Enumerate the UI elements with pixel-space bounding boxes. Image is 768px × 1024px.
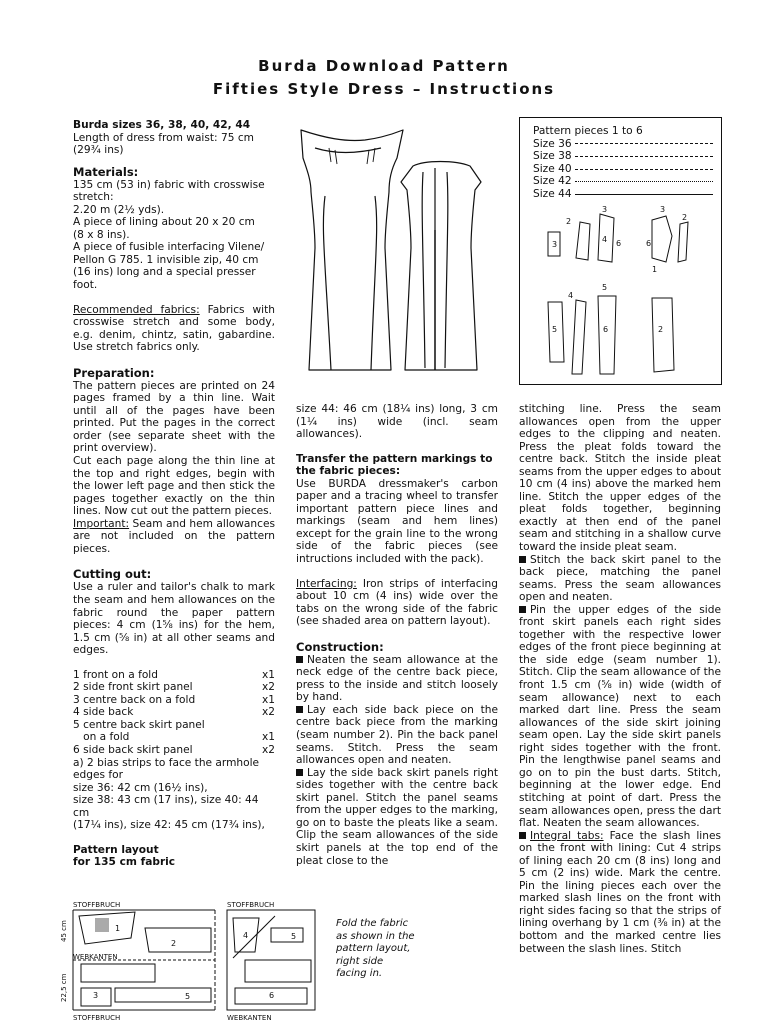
piece-qty: x1: [261, 668, 275, 681]
dress-length-inches: (29¾ ins): [73, 144, 124, 157]
materials-line: 2.20 m (2½ yds).: [73, 203, 165, 216]
construction-step: [519, 604, 721, 830]
transfer-text: Use BURDA dressmaker's carbon paper and a tracing wheel to transfer important pattern piece lines and markings (seam and hem lines) except for the grain line to the wrong side of the fabric pieces (see intructions included with the pack).: [296, 477, 498, 566]
fold-note-line: as shown in the: [336, 930, 415, 942]
stoffbruch-label: STOFFBRUCH: [73, 901, 121, 909]
construction-step-text: Stitch the back skirt panel to the back piece, matching the panel seams. Press the seam allowances open and neaten.: [519, 553, 721, 604]
piece-name: 5 centre back skirt panel: [73, 718, 205, 731]
legend-size-36: [533, 138, 713, 151]
bullet-square-icon: [296, 769, 303, 776]
interfacing-text: [296, 578, 498, 628]
piece-number: 4: [243, 931, 249, 940]
size44-text: size 44: 46 cm (18¼ ins) long, 3 cm (1¼ ins) wide (incl. seam allowances).: [296, 403, 498, 441]
piece-row: [73, 731, 275, 744]
pattern-pieces-panel: [519, 117, 722, 385]
column-left: [73, 119, 275, 869]
cutting-heading: Cutting out:: [73, 567, 152, 582]
interfacing-label: Interfacing:: [296, 577, 357, 590]
piece-name: 4 side back: [73, 706, 134, 719]
pattern-pieces-diagram: [540, 202, 710, 377]
bias-line: size 38: 43 cm (17 ins), size 40: 44 cm: [73, 794, 259, 819]
legend-size-40: [533, 163, 713, 176]
piece-row: [73, 669, 275, 682]
bullet-square-icon: [296, 706, 303, 713]
legend-size-44: [533, 188, 713, 201]
stoffbruch-label: STOFFBRUCH: [73, 1014, 121, 1022]
construction-continued: stitching line. Press the seam allowances open from the upper edges to the clipping and neaten. Press the pleat folds toward the centre back. Stitch the inside pleat seams from the upper edges to about 10 cm (4 ins) above the marked hem line. Stitch the upper edges of the pleat folds together, beginning exactly at then end of the panel seam and stitching in a shallow curve toward the inside pleat seam.: [519, 403, 721, 554]
piece-number: 4: [602, 235, 608, 244]
size-label: Size 38: [533, 150, 572, 163]
piece-name: on a fold: [73, 731, 130, 744]
transfer-heading: Transfer the pattern markings to the fabric pieces:: [296, 452, 493, 478]
fold-note: [336, 918, 446, 981]
important-note: [73, 518, 275, 556]
materials-line: 135 cm (53 in) fabric with crosswise: [73, 178, 265, 191]
construction-step: [296, 704, 498, 767]
materials-heading: Materials:: [73, 164, 139, 179]
size-label: Size 40: [533, 162, 572, 175]
column-right: [519, 403, 721, 955]
piece-number: 3: [602, 205, 608, 214]
recommended-fabrics: [73, 304, 275, 354]
piece-number: 3: [660, 205, 666, 214]
preparation-heading: Preparation:: [73, 365, 155, 380]
materials-line: (16 ins) long and a special presser: [73, 266, 256, 279]
piece-row: [73, 694, 275, 707]
piece-number: 5: [602, 283, 608, 292]
bias-line: (17¼ ins), size 42: 45 cm (17¾ ins),: [73, 819, 265, 832]
pattern-layout-diagram: [55, 898, 325, 1024]
piece-row: [73, 719, 275, 732]
fold-note-line: facing in.: [336, 968, 383, 979]
dress-length: Length of dress from waist: 75 cm: [73, 131, 254, 144]
cutting-text: Use a ruler and tailor's chalk to mark the seam and hem allowances on the fabric round the paper pattern pieces: 4 cm (1⅝ ins) for the hem, 1.5 cm (⅝ in) at all other seams and edges.: [73, 581, 275, 657]
dimension-22-5cm: 22,5 cm: [60, 973, 68, 1002]
materials-line: A piece of lining about 20 x 20 cm: [73, 216, 255, 229]
size-label: Size 36: [533, 137, 572, 150]
tabs-label: Integral tabs:: [530, 829, 604, 842]
document-title-line2: Fifties Style Dress – Instructions: [212, 80, 556, 98]
piece-qty: x1: [261, 731, 275, 744]
dimension-45cm: 45 cm: [60, 920, 68, 942]
piece-name: 2 side front skirt panel: [73, 681, 193, 694]
dress-illustration: [285, 118, 510, 390]
preparation-text-2: Cut each page along the thin line at the top and right edges, begin with the lower left page and then stick the pages together exactly on the thin lines. Now cut out the pattern pieces.: [73, 455, 275, 518]
piece-qty: x2: [261, 743, 275, 756]
webkanten-label: WEBKANTEN: [227, 1014, 272, 1022]
materials-line: Pellon G 785. 1 invisible zip, 40 cm: [73, 253, 259, 266]
piece-number: 3: [552, 240, 558, 249]
construction-step-text: Pin the upper edges of the side front skirt panels each right sides together with the respective lower edges of the front piece beginning at the side edge (seam number 1). Stitch. Clip the seam allowance of the front 1.5 cm (⅝ in) wide (width of seam allowance) next to each marked dart line. Press the seam allowances of the side skirt joining seam open. Lay the side skirt panels right sides together with the front. Pin the lengthwise panel seams and go on to pin the bust darts. Stitch, beginning at the lower edge. End stitching at point of dart. Press the seam allowances open, press the dart flat. Neaten the seam allowances.: [519, 603, 721, 830]
piece-number: 5: [185, 992, 191, 1001]
piece-qty: x2: [261, 681, 275, 694]
construction-step-text: Lay each side back piece on the centre back piece from the marking (seam number 2). Pin the back panel seams. Stitch. Press the seam allowances open and neaten.: [296, 703, 498, 767]
fold-note-line: Fold the fabric: [336, 918, 409, 929]
piece-name: 3 centre back on a fold: [73, 693, 196, 706]
construction-step: [296, 654, 498, 704]
legend-size-42: [533, 175, 713, 188]
fold-note-line: pattern layout,: [336, 943, 411, 954]
piece-number: 3: [93, 991, 99, 1000]
materials-line: (8 x 8 ins).: [73, 228, 130, 241]
interfacing-shade: [95, 918, 109, 932]
bullet-square-icon: [519, 606, 526, 613]
materials-line: A piece of fusible interfacing Vilene/: [73, 241, 265, 254]
recommended-label: Recommended fabrics:: [73, 303, 200, 316]
size-label: Size 44: [533, 187, 572, 200]
piece-number: 1: [115, 924, 121, 933]
piece-number: 5: [291, 932, 297, 941]
construction-step: [519, 554, 721, 604]
bias-line: edges for: [73, 769, 123, 782]
integral-tabs: [519, 830, 721, 955]
recommended-text: Fabrics with crosswise stretch and some body, e.g. denim, chintz, satin, gabardine. Use stretch fabrics only.: [73, 303, 275, 354]
bullet-square-icon: [519, 832, 526, 839]
size-label: Size 42: [533, 175, 572, 188]
layout-heading: Pattern layout: [73, 843, 159, 856]
materials-line: foot.: [73, 279, 98, 292]
piece-number: 6: [603, 325, 609, 334]
piece-number: 2: [171, 939, 177, 948]
piece-name: 6 side back skirt panel: [73, 743, 193, 756]
preparation-text: The pattern pieces are printed on 24 pages framed by a thin line. Wait until all of the pages have been printed. Put the pages in the correct order (see separate sheet with the print overview).: [73, 379, 275, 455]
stoffbruch-label: STOFFBRUCH: [227, 901, 275, 909]
piece-row: [73, 706, 275, 719]
piece-number: 1: [652, 265, 658, 274]
piece-number: 2: [566, 217, 572, 226]
piece-qty: x1: [261, 693, 275, 706]
piece-number: 5: [552, 325, 558, 334]
construction-heading: Construction:: [296, 639, 384, 654]
piece-name: 1 front on a fold: [73, 668, 158, 681]
construction-step-text: Neaten the seam allowance at the neck edge of the centre back piece, press to the inside and stitch loosely by hand.: [296, 653, 498, 704]
webkanten-label: WEBKANTEN: [73, 953, 118, 961]
interfacing-body: Iron strips of interfacing about 10 cm (4 ins) wide over the tabs on the wrong side of the fabric (see shaded area on pattern layout).: [296, 577, 498, 628]
column-middle: [296, 403, 498, 867]
construction-step: [296, 767, 498, 867]
materials-line: stretch:: [73, 191, 114, 204]
piece-row: [73, 681, 275, 694]
fold-note-line: right side: [336, 955, 384, 967]
piece-number: 2: [682, 213, 688, 222]
piece-qty: x2: [261, 706, 275, 719]
piece-number: 6: [269, 991, 275, 1000]
bullet-square-icon: [296, 656, 303, 663]
legend-size-38: [533, 150, 713, 163]
piece-number: 4: [568, 291, 574, 300]
bias-line: size 36: 42 cm (16½ ins),: [73, 781, 208, 794]
tabs-text: Face the slash lines on the front with lining: Cut 4 strips of lining each 20 cm (8 ins) long and 5 cm (2 ins) wide. Mark the centre. Pin the lining pieces each over the marked slash lines on the front with right sides facing so that the strips of lining overhang by 1 cm (⅜ in) at the bottom and the marked centre lies between the slash lines. Stitch: [519, 829, 721, 955]
legend-title: [533, 125, 713, 138]
important-label: Important:: [73, 517, 130, 530]
layout-heading-2: for 135 cm fabric: [73, 856, 176, 869]
piece-number: 2: [658, 325, 664, 334]
sizes-heading: Burda sizes 36, 38, 40, 42, 44: [73, 119, 251, 131]
piece-row: [73, 744, 275, 757]
piece-number: 6: [646, 239, 652, 248]
bias-line: a) 2 bias strips to face the armhole: [73, 756, 260, 769]
legend-title-text: Pattern pieces 1 to 6: [533, 125, 643, 137]
document-title-line1: Burda Download Pattern: [258, 57, 510, 75]
bullet-square-icon: [519, 556, 526, 563]
piece-number: 6: [616, 239, 622, 248]
construction-step-text: Lay the side back skirt panels right sides together with the centre back skirt panel. Stitch the panel seams from the upper edges to the marking, go on to baste the pleats like a seam. Clip the seam allowances of the side skirt panels at the top end of the pleat close to the: [296, 766, 498, 867]
important-text: Seam and hem allowances are not included on the pattern pieces.: [73, 517, 275, 555]
